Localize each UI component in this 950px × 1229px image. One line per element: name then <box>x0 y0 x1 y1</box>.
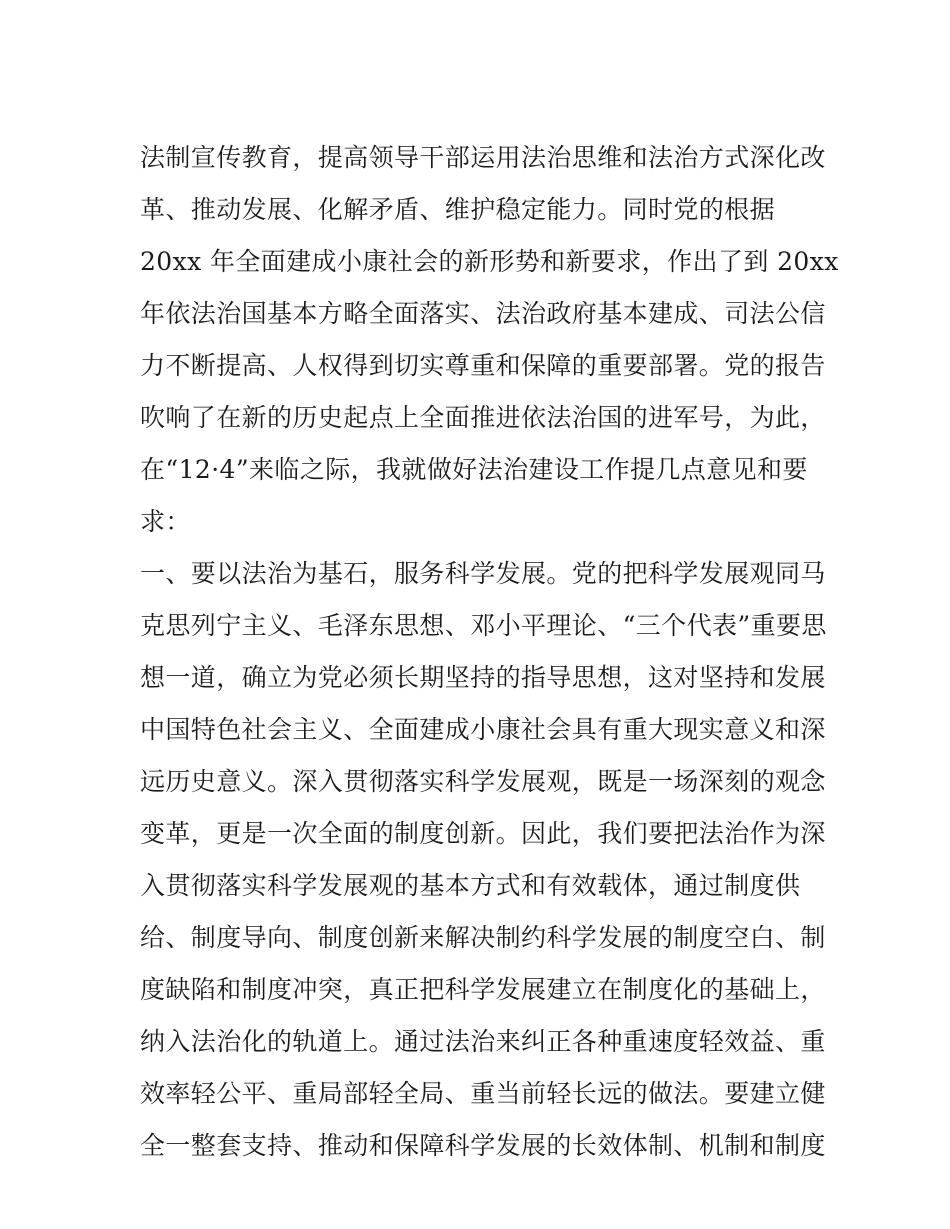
text-line: 在“12·4”来临之际，我就做好法治建设工作提几点意见和要 <box>140 455 808 484</box>
text-line: 纳入法治化的轨道上。通过法治来纠正各种重速度轻效益、重 <box>140 1027 826 1056</box>
body-text <box>140 132 839 1172</box>
text-line: 全一整套支持、推动和保障科学发展的长效体制、机制和制度 <box>140 1131 826 1160</box>
text-line: 革、推动发展、化解矛盾、维护稳定能力。同时党的根据 <box>140 195 776 224</box>
text-line: 法制宣传教育，提高领导干部运用法治思维和法治方式深化改 <box>140 143 826 172</box>
text-line: 中国特色社会主义、全面建成小康社会具有重大现实意义和深 <box>140 715 826 744</box>
text-line: 力不断提高、人权得到切实尊重和保障的重要部署。党的报告 <box>140 351 826 380</box>
text-line: 一、要以法治为基石，服务科学发展。党的把科学发展观同马 <box>140 559 826 588</box>
text-line: 吹响了在新的历史起点上全面推进依法治国的进军号，为此， <box>140 403 826 432</box>
text-line: 变革，更是一次全面的制度创新。因此，我们要把法治作为深 <box>140 819 826 848</box>
text-line: 给、制度导向、制度创新来解决制约科学发展的制度空白、制 <box>140 923 826 952</box>
text-line: 想一道，确立为党必须长期坚持的指导思想，这对坚持和发展 <box>140 663 826 692</box>
text-line: 克思列宁主义、毛泽东思想、邓小平理论、“三个代表”重要思 <box>140 611 827 640</box>
text-line: 入贯彻落实科学发展观的基本方式和有效载体，通过制度供 <box>140 871 801 900</box>
text-line: 求： <box>140 507 191 536</box>
text-line: 远历史意义。深入贯彻落实科学发展观，既是一场深刻的观念 <box>140 767 826 796</box>
text-line: 度缺陷和制度冲突，真正把科学发展建立在制度化的基础上， <box>140 975 826 1004</box>
text-line: 20xx 年全面建成小康社会的新形势和新要求，作出了到 20xx <box>140 247 839 276</box>
text-line: 年依法治国基本方略全面落实、法治政府基本建成、司法公信 <box>140 299 826 328</box>
text-line: 效率轻公平、重局部轻全局、重当前轻长远的做法。要建立健 <box>140 1079 826 1108</box>
